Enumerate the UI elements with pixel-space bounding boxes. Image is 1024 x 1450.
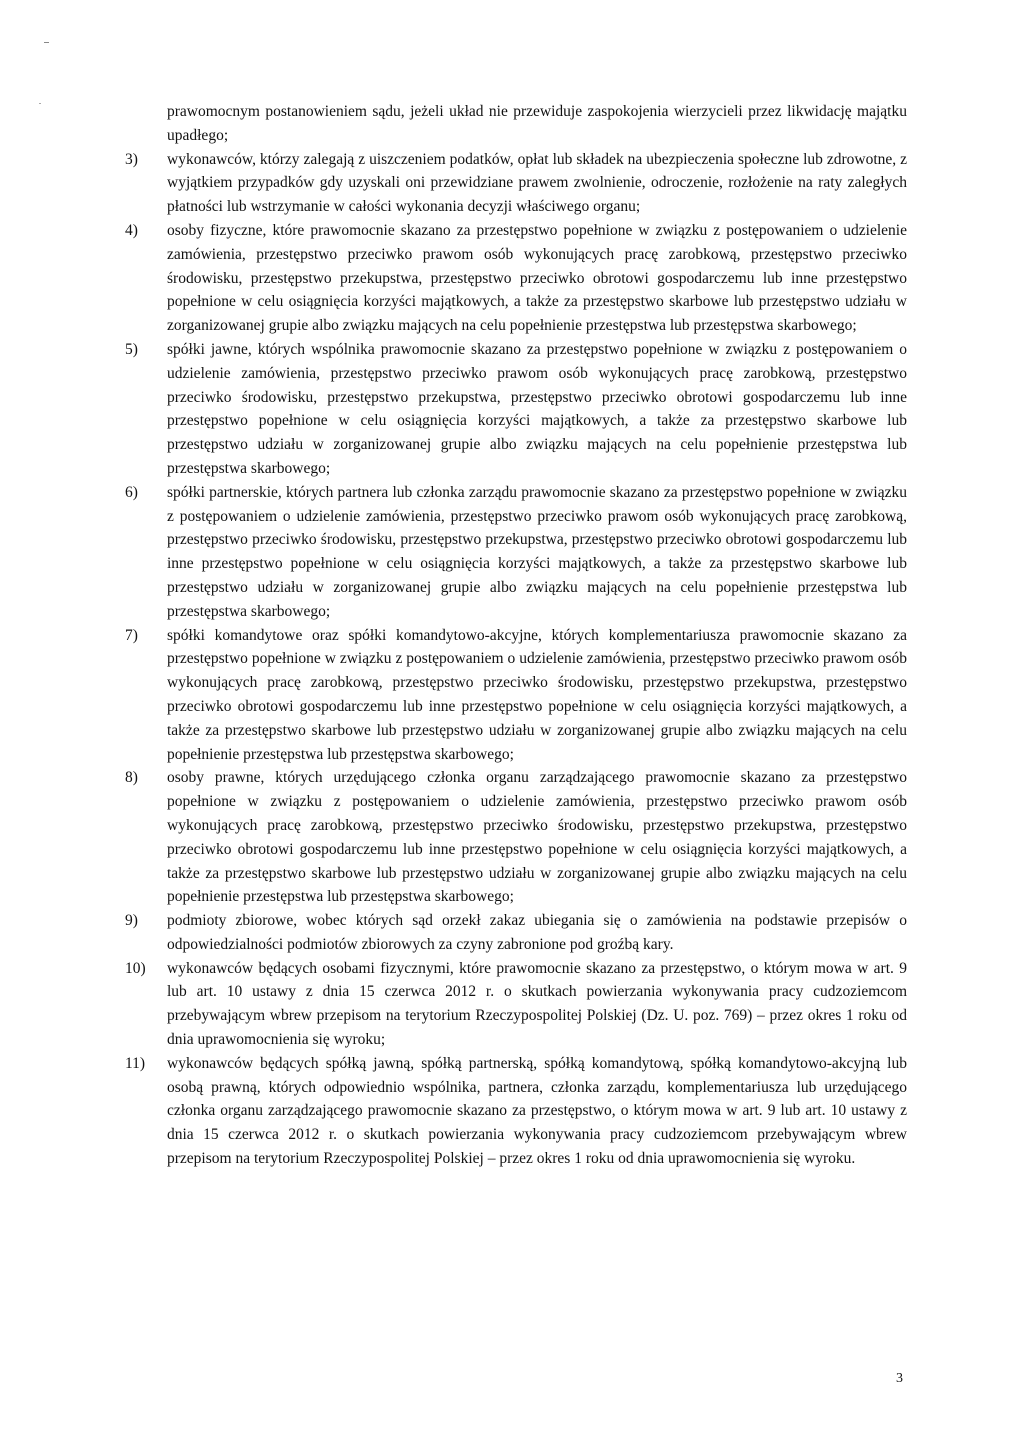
list-item-text: wykonawców, którzy zalegają z uiszczeniem podatków, opłat lub składek na ubezpieczenia społeczne lub zdrowotne, z wyjątkiem przypadków gdy uzyskali oni przewidziane prawem zwolnienie, odroczenie, rozłożenie na raty zaległych płatności lub wstrzymanie w całości wykonania decyzji właściwego organu;: [167, 150, 907, 216]
scan-artifact: [44, 42, 49, 43]
intro-paragraph: prawomocnym postanowieniem sądu, jeżeli układ nie przewiduje zaspokojenia wierzycieli przez likwidację majątku upadłego;: [167, 103, 907, 144]
list-item-3: [125, 148, 907, 219]
list-item-9: [125, 909, 907, 957]
list-item-number: 4): [125, 221, 138, 239]
document-body: [125, 100, 907, 1171]
list-item-text: osoby fizyczne, które prawomocnie skazano za przestępstwo popełnione w związku z postępowaniem o udzielenie zamówienia, przestępstwo przeciwko prawom osób wykonujących pracę zarobkową, przestępstwo przeciwko środowisku, przestępstwo przekupstwa, przestępstwo przeciwko obrotowi gospodarczemu lub inne przestępstwo popełnione w celu osiągnięcia korzyści majątkowych, a także za przestępstwo skarbowe lub przestępstwo udziału w zorganizowanej grupie albo związku mających na celu popełnienie przestępstwa lub przestępstwa skarbowego;: [167, 221, 907, 335]
list-item-number: 6): [125, 483, 138, 501]
list-item-number: 10): [125, 959, 146, 977]
list-item-number: 3): [125, 150, 138, 168]
scan-artifact: [39, 103, 41, 104]
list-item-text: spółki komandytowe oraz spółki komandytowo-akcyjne, których komplementariusza prawomocnie skazano za przestępstwo popełnione w związku z postępowaniem o udzielenie zamówienia, przestępstwo przeciwko prawom osób wykonujących pracę zarobkową, przestępstwo przeciwko środowisku, przestępstwo przekupstwa, przestępstwo przeciwko obrotowi gospodarczemu lub inne przestępstwo popełnione w celu osiągnięcia korzyści majątkowych, a także za przestępstwo skarbowe lub przestępstwo udziału w zorganizowanej grupie albo związku mających na celu popełnienie przestępstwa lub przestępstwa skarbowego;: [167, 626, 907, 763]
list-item-5: [125, 338, 907, 481]
list-item-number: 7): [125, 626, 138, 644]
list-item-4: [125, 219, 907, 338]
list-item-11: [125, 1052, 907, 1171]
list-item-number: 11): [125, 1054, 146, 1072]
list-item-7: [125, 624, 907, 767]
list-item-10: [125, 957, 907, 1052]
list-item-text: spółki partnerskie, których partnera lub członka zarządu prawomocnie skazano za przestępstwo popełnione w związku z postępowaniem o udzielenie zamówienia, przestępstwo przeciwko prawom osób wykonujących pracę zarobkową, przestępstwo przeciwko środowisku, przestępstwo przekupstwa, przestępstwo przeciwko obrotowi gospodarczemu lub inne przestępstwo popełnione w celu osiągnięcia korzyści majątkowych, a także za przestępstwo skarbowe lub przestępstwo udziału w zorganizowanej grupie albo związku mających na celu popełnienie przestępstwa lub przestępstwa skarbowego;: [167, 483, 907, 620]
list-item-8: [125, 766, 907, 909]
list-item-text: spółki jawne, których wspólnika prawomocnie skazano za przestępstwo popełnione w związku z postępowaniem o udzielenie zamówienia, przestępstwo przeciwko prawom osób wykonujących pracę zarobkową, przestępstwo przeciwko środowisku, przestępstwo przekupstwa, przestępstwo przeciwko obrotowi gospodarczemu lub inne przestępstwo popełnione w celu osiągnięcia korzyści majątkowych, a także za przestępstwo skarbowe lub przestępstwo udziału w zorganizowanej grupie albo związku mających na celu popełnienie przestępstwa lub przestępstwa skarbowego;: [167, 340, 907, 477]
list-item-number: 8): [125, 769, 138, 787]
list-item-number: 9): [125, 912, 138, 930]
list-item-text: wykonawców będących osobami fizycznymi, które prawomocnie skazano za przestępstwo, o którym mowa w art. 9 lub art. 10 ustawy z dnia 15 czerwca 2012 r. o skutkach powierzania wykonywania pracy cudzoziemcom przebywającym wbrew przepisom na terytorium Rzeczypospolitej Polskiej (Dz. U. poz. 769) – przez okres 1 roku od dnia uprawomocnienia się wyroku;: [167, 959, 907, 1049]
list-item-text: podmioty zbiorowe, wobec których sąd orzekł zakaz ubiegania się o zamówienia na podstawie przepisów o odpowiedzialności podmiotów zbiorowych za czyny zabronione pod groźbą kary.: [167, 912, 907, 953]
page-number: 3: [896, 1371, 903, 1386]
list-item-number: 5): [125, 340, 138, 358]
list-item-6: [125, 481, 907, 624]
list-item-text: wykonawców będących spółką jawną, spółką partnerską, spółką komandytową, spółką komandytowo-akcyjną lub osobą prawną, których odpowiednio wspólnika, partnera, członka zarządu, komplementariusza lub urzędującego członka organu zarządzającego prawomocnie skazano za przestępstwo, o którym mowa w art. 9 lub art. 10 ustawy z dnia 15 czerwca 2012 r. o skutkach powierzania wykonywania pracy cudzoziemcom przebywającym wbrew przepisom na terytorium Rzeczypospolitej Polskiej – przez okres 1 roku od dnia uprawomocnienia się wyroku.: [167, 1054, 907, 1168]
list-item-text: osoby prawne, których urzędującego członka organu zarządzającego prawomocnie skazano za przestępstwo popełnione w związku z postępowaniem o udzielenie zamówienia, przestępstwo przeciwko prawom osób wykonujących pracę zarobkową, przestępstwo przeciwko środowisku, przestępstwo przekupstwa, przestępstwo przeciwko obrotowi gospodarczemu lub inne przestępstwo popełnione w celu osiągnięcia korzyści majątkowych, a także za przestępstwo skarbowe lub przestępstwo udziału w zorganizowanej grupie albo związku mających na celu popełnienie przestępstwa lub przestępstwa skarbowego;: [167, 769, 907, 906]
